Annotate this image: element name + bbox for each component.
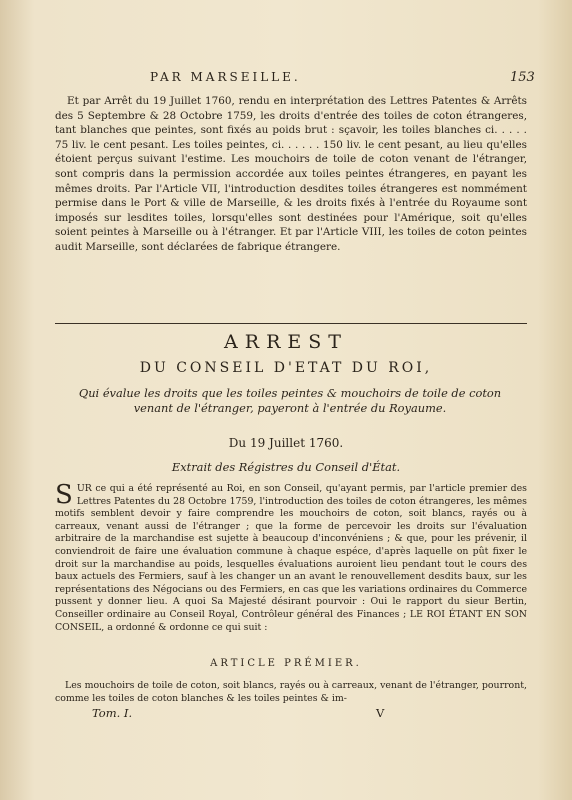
drop-cap: S xyxy=(55,480,73,510)
article-heading: ARTICLE PRÉMIER. xyxy=(210,658,362,669)
decree-body: UR ce qui a été représenté au Roi, en son Conseil, qu'ayant permis, par l'article premier des Lettres Patentes du 28 Octobre 1759, l'introduction des toiles de coton étrangeres, les mêmes motifs semblent devoir y faire comprendre les mouchoirs de coton, soit blancs, rayés ou à carreaux, venant aussi de l'étranger ; que la forme de percevoir les droits sur l'évaluation arbitraire de la marchandise est sujette à beaucoup d'inconvéniens ; & que, pour les prévenir, il conviendroit de faire une évaluation commune à chaque espéce, d'après laquelle on pût fixer le droit sur la marchandise au poids, lesquelles évaluations auroient lieu pendant tout le cours des baux actuels des Fermiers, sauf à les changer un an avant le renouvellement desdits baux, sur les représentations des Négocians ou des Fermiers, en cas que les variations ordinaires du Commerce pussent y donner lieu. A quoi Sa Majesté désirant pourvoir : Oui le rapport du sieur Bertin, Conseiller ordinaire au Conseil Royal, Contrôleur général des Finances ; LE ROI ÉTANT EN SON CONSEIL, a ordonné & ordonne ce qui suit : xyxy=(55,483,527,633)
arrest-title: ARREST xyxy=(224,331,348,353)
arrest-subtitle: DU CONSEIL D'ETAT DU ROI, xyxy=(139,360,433,376)
introductory-text xyxy=(55,94,527,255)
arrest-date: Du 19 Juillet 1760. xyxy=(228,436,344,450)
signature-mark: V xyxy=(376,706,385,720)
paragraph: Et par Arrêt du 19 Juillet 1760, rendu en interprétation des Lettres Patentes & Arrêts des 5 Septembre & 28 Octobre 1759, les droits d'entrée des toiles de coton étrangeres, tant blanches que peintes, sont fixés au poids brut : sçavoir, les toiles blanches ci. . . . . 75 liv. le cent pesant. Les toiles peintes, ci. . . . . . 150 liv. le cent pesant, au lieu qu'elles étoient perçus suivant l'estime. Les mouchoirs de toile de coton venant de l'étranger, sont compris dans la permission accordée aux toiles peintes étrangeres, en payant les mêmes droits. Par l'Article VII, l'introduction desdites toiles étrangeres est nommément permise dans le Port & ville de Marseille, & les droits fixés à l'entrée du Royaume sont imposés sur lesdites toiles, lorsqu'elles sont destinées pour l'Amérique, soit qu'elles soient peintes à Marseille ou à l'étranger. Et par l'Article VIII, les toiles de coton peintes audit Marseille, sont déclarées de fabrique étrangere. xyxy=(55,95,527,253)
volume-mark: Tom. I. xyxy=(92,706,133,720)
article-text: Les mouchoirs de toile de coton, soit blancs, rayés ou à carreaux, venant de l'étranger, pourront, comme les toiles de coton blanches & les toiles peintes & im- xyxy=(55,680,527,704)
page-footer xyxy=(0,706,572,722)
decree-text xyxy=(55,480,527,634)
page-number: 153 xyxy=(510,70,535,85)
page-header xyxy=(0,70,572,90)
register-extract: Extrait des Régistres du Conseil d'État. xyxy=(171,460,401,474)
arrest-summary: Qui évalue les droits que les toiles peintes & mouchoirs de toile de coton venant de l'étranger, payeront à l'entrée du Royaume. xyxy=(78,386,502,415)
section-divider xyxy=(55,323,527,324)
running-head: PAR MARSEILLE. xyxy=(150,70,301,84)
